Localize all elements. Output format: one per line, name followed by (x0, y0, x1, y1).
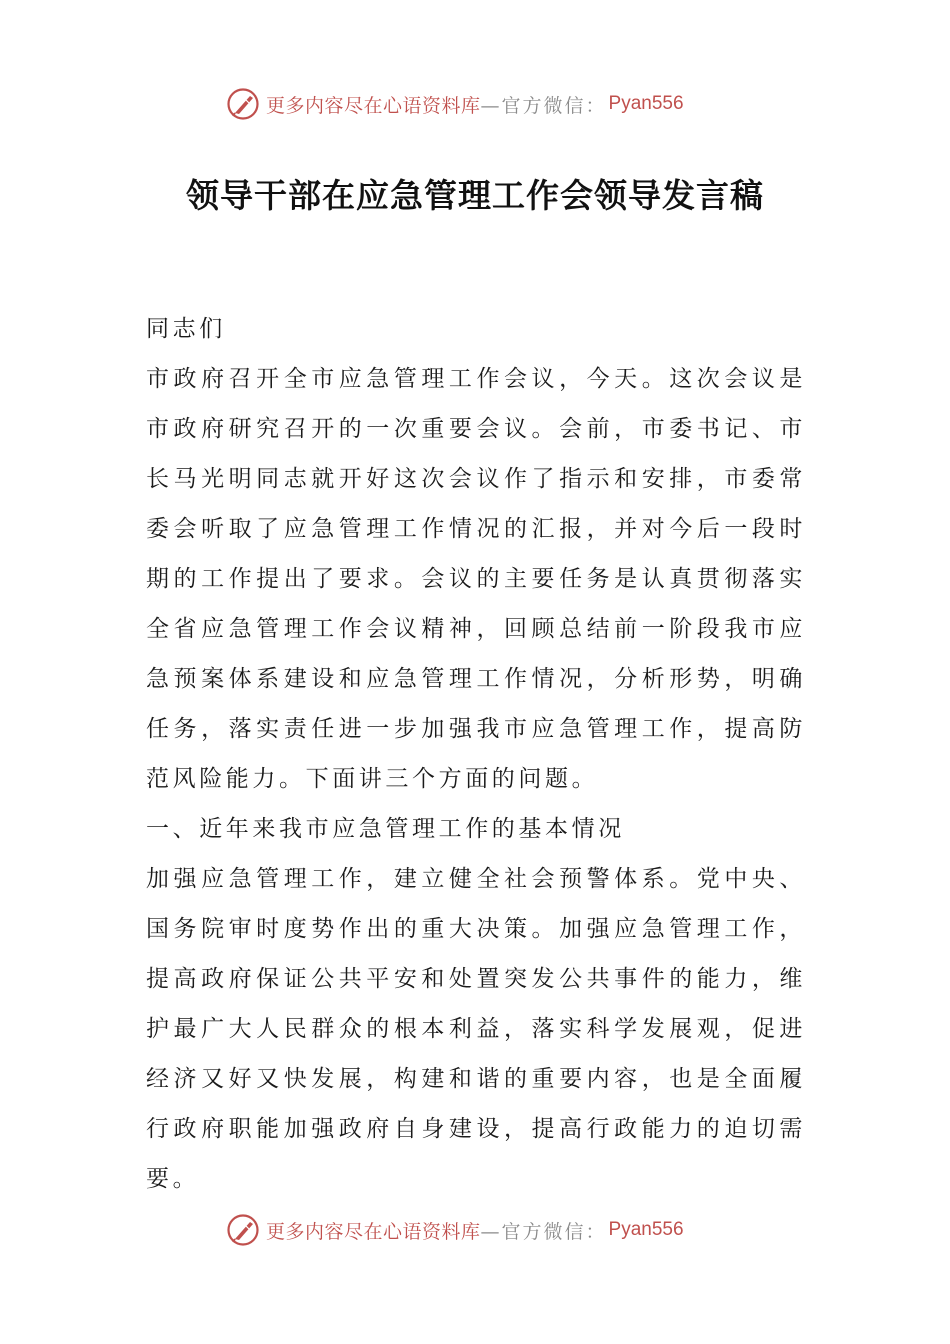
salutation: 同志们 (146, 316, 226, 342)
document-title: 领导干部在应急管理工作会领导发言稿 (186, 176, 764, 215)
watermark-wechat-id: Pyan556 (608, 1219, 684, 1240)
document-body (146, 304, 806, 1204)
quill-pen-logo-icon (226, 1213, 260, 1247)
watermark-sub-text: —官方微信： (480, 94, 607, 117)
header-watermark (226, 84, 684, 124)
quill-pen-logo-icon (226, 87, 260, 121)
watermark-main-text: 更多内容尽在心语资料库 (266, 1220, 481, 1243)
paragraph-section-one: 加强应急管理工作，建立健全社会预警体系。党中央、国务院审时度势作出的重大决策。加强应急管理工作，提高政府保证公共平安和处置突发公共事件的能力，维护最广大人民群众的根本利益，落实科学发展观，促进经济又好又快发展，构建和谐的重要内容，也是全面履行政府职能加强政府自身建设，提高行政能力的迫切需要。 (146, 866, 806, 1192)
footer-watermark (226, 1210, 684, 1250)
section-heading: 一、近年来我市应急管理工作的基本情况 (146, 816, 625, 842)
watermark-main-text: 更多内容尽在心语资料库 (266, 94, 481, 117)
watermark-sub-text: —官方微信： (480, 1220, 607, 1243)
watermark-wechat-id: Pyan556 (608, 93, 684, 114)
paragraph-intro: 市政府召开全市应急管理工作会议，今天。这次会议是市政府研究召开的一次重要会议。会前，市委书记、市长马光明同志就开好这次会议作了指示和安排，市委常委会听取了应急管理工作情况的汇报，并对今后一段时期的工作提出了要求。会议的主要任务是认真贯彻落实全省应急管理工作会议精神，回顾总结前一阶段我市应急预案体系建设和应急管理工作情况，分析形势，明确任务，落实责任进一步加强我市应急管理工作，提高防范风险能力。下面讲三个方面的问题。 (146, 366, 806, 792)
